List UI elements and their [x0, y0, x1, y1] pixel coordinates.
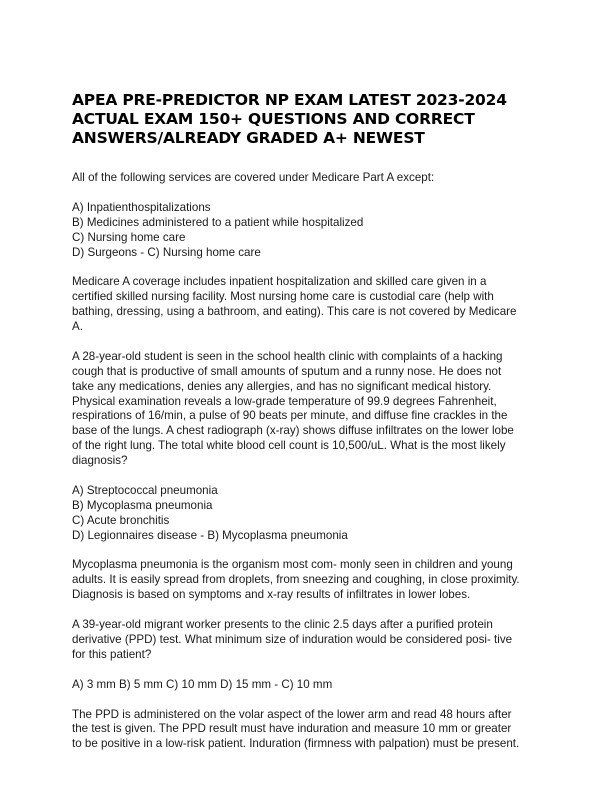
answer-option: B) Medicines administered to a patient while hospitalized	[72, 215, 364, 229]
question-3-rationale	[72, 708, 542, 753]
question-2-options	[72, 484, 542, 544]
rationale-line: certified skilled nursing facility. Most nursing home care is custodial care (help with	[72, 290, 494, 304]
question-2-rationale	[72, 558, 542, 603]
answer-option: C) Nursing home care	[72, 230, 186, 244]
question-text: Physical examination reveals a low-grade temperature of 99.9 degrees Fahrenheit,	[72, 394, 497, 408]
title-line: APEA PRE-PREDICTOR NP EXAM LATEST 2023-2024	[72, 91, 507, 109]
rationale-line: The PPD is administered on the volar aspect of the lower arm and read 48 hours after	[72, 707, 512, 721]
rationale-line: to be positive in a low-risk patient. Induration (firmness with palpation) must be present.	[72, 737, 520, 751]
rationale-line: the test is given. The PPD result must have induration and measure 10 mm or greater	[72, 722, 512, 736]
title-line: ACTUAL EXAM 150+ QUESTIONS AND CORRECT	[72, 110, 475, 128]
question-text: A 28-year-old student is seen in the school health clinic with complaints of a hacking	[72, 349, 503, 363]
question-text: respirations of 16/min, a pulse of 90 beats per minute, and diffuse fine crackles in the	[72, 409, 508, 423]
answer-option: D) Surgeons - C) Nursing home care	[72, 245, 261, 259]
rationale-line: adults. It is easily spread from droplets, from sneezing and coughing, in close proximity.	[72, 573, 520, 587]
question-3	[72, 618, 542, 663]
question-1-options	[72, 201, 542, 261]
question-1-rationale	[72, 275, 542, 335]
answer-option: A) Inpatienthospitalizations	[72, 200, 211, 214]
question-text: All of the following services are covered under Medicare Part A except:	[72, 171, 435, 184]
document-title	[72, 91, 542, 148]
question-text: derivative (PPD) test. What minimum size of induration would be considered posi- tive	[72, 633, 513, 646]
question-text: take any medications, denies any allergies, and has no significant medical history.	[72, 379, 492, 393]
answer-option: A) 3 mm B) 5 mm C) 10 mm D) 15 mm - C) 10 mm	[72, 677, 333, 691]
rationale-line: bathing, dressing, using a bathroom, and eating). This care is not covered by Medicare	[72, 305, 517, 319]
question-text: for this patient?	[72, 647, 152, 661]
question-1	[72, 171, 542, 186]
question-text: cough that is productive of small amounts of sputum and a runny nose. He does not	[72, 364, 502, 378]
question-2	[72, 350, 542, 469]
document-body	[72, 171, 542, 767]
rationale-line: Mycoplasma pneumonia is the organism most com- monly seen in children and young	[72, 558, 513, 572]
answer-option: A) Streptococcal pneumonia	[72, 483, 218, 497]
answer-option: C) Acute bronchitis	[72, 513, 170, 527]
title-line: ANSWERS/ALREADY GRADED A+ NEWEST	[72, 129, 425, 147]
answer-option: D) Legionnaires disease - B) Mycoplasma pneumonia	[72, 528, 348, 542]
question-text: diagnosis?	[72, 454, 128, 468]
rationale-line: Diagnosis is based on symptoms and x-ray results of infiltrates in lower lobes.	[72, 588, 471, 602]
rationale-line: Medicare A coverage includes inpatient hospitalization and skilled care given in a	[72, 275, 487, 289]
question-3-answer	[72, 678, 542, 693]
rationale-line: A.	[72, 320, 83, 334]
question-text: A 39-year-old migrant worker presents to the clinic 2.5 days after a purified protein	[72, 618, 493, 632]
question-text: base of the lungs. A chest radiograph (x-ray) shows diffuse infiltrates on the lower lobe	[72, 424, 514, 438]
question-text: of the right lung. The total white blood cell count is 10,500/uL. What is the most likely	[72, 439, 506, 453]
answer-option: B) Mycoplasma pneumonia	[72, 498, 213, 512]
